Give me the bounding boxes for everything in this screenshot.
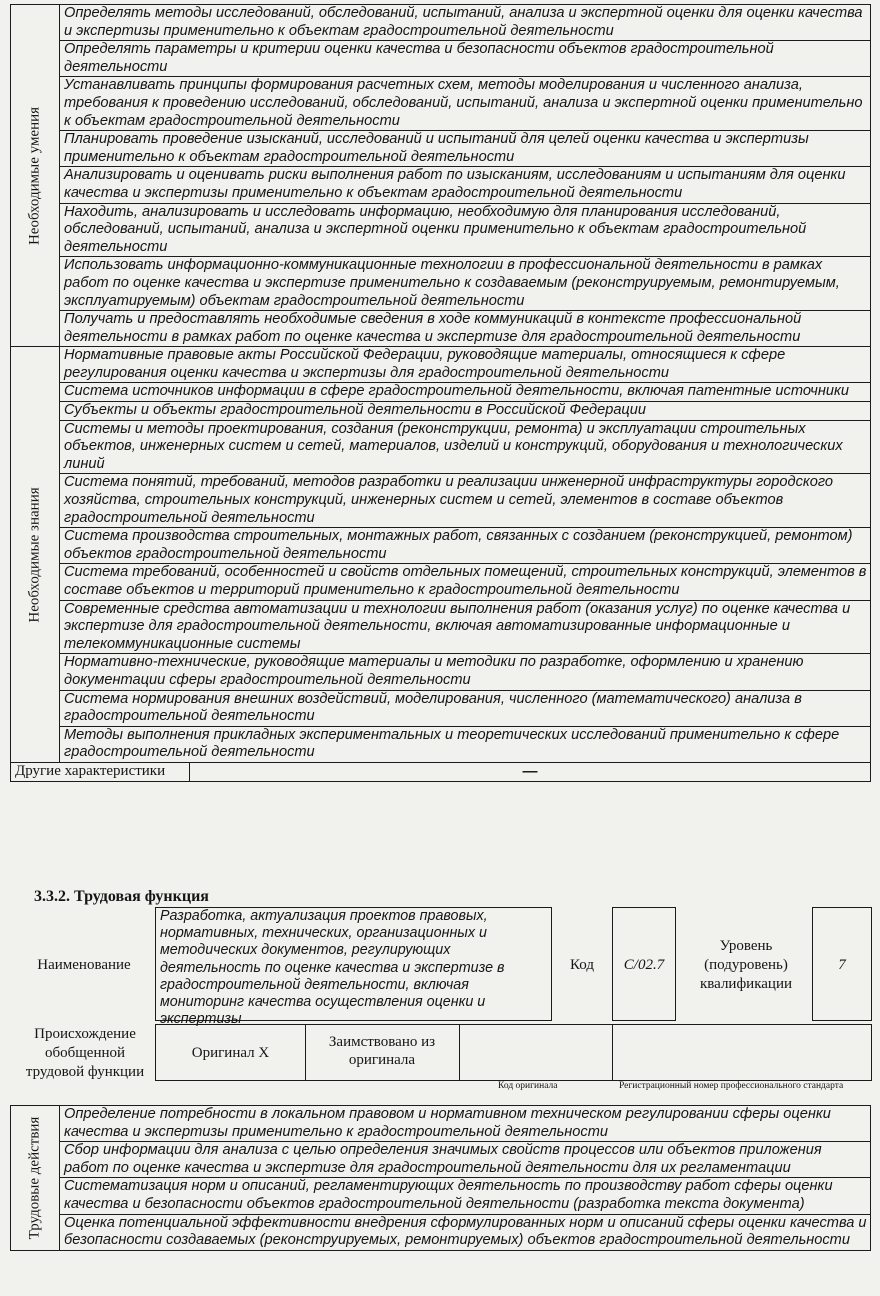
reg-number-caption: Регистрационный номер профессионального стандарта xyxy=(619,1081,844,1091)
knowledge-item: Методы выполнения прикладных экспериментальных и теоретических исследований применительно к сфере градостроительной деятельности xyxy=(60,726,871,762)
action-item: Систематизация норм и описаний, регламентирующих деятельность по производству работ сферы оценки качества и безопасности объектов градостроительной деятельности (разработка текста документа) xyxy=(60,1178,871,1214)
section-title: 3.3.2. Трудовая функция xyxy=(34,888,209,905)
skill-item: Использовать информационно-коммуникационные технологии в профессиональной деятельности в рамках работ по оценке качества и экспертизе применительно к создаваемым (реконструируемым, ремонтируемым, эксплуатируемым) объектам градостроительной деятельности xyxy=(60,257,871,311)
code-original-caption: Код оригинала xyxy=(498,1081,558,1091)
knowledge-item: Системы и методы проектирования, создания (реконструкции, ремонта) и эксплуатации строительных объектов, инженерных систем и сетей, материалов, изделий и конструкций, оборудования и технологических линий xyxy=(60,420,871,474)
knowledge-row xyxy=(11,654,871,690)
level-box xyxy=(812,907,872,1021)
code-box xyxy=(612,907,676,1021)
name-label: Наименование xyxy=(37,957,131,973)
action-item: Сбор информации для анализа с целью определения значимых свойств процессов или объектов приложения работ по оценке качества и экспертизе для градостроительной деятельности для их регламентации xyxy=(60,1142,871,1178)
knowledge-row xyxy=(11,420,871,474)
knowledge-item: Нормативные правовые акты Российской Федерации, руководящие материалы, относящиеся к сфере регулирования оценки качества и экспертизы для градостроительной деятельности xyxy=(60,347,871,383)
knowledge-row xyxy=(11,690,871,726)
skill-category-cell xyxy=(11,5,60,347)
name-value: Разработка, актуализация проектов правовых, нормативных, технических, организационных и методических документов, регулирующих деятельность по оценке качества и экспертизе в градостроительной деятельности, включая мониторинг качества осуществления оценки и экспертизы xyxy=(160,908,505,1028)
skill-item: Планировать проведение изысканий, исследований и испытаний для целей оценки качества и экспертизы применительно к объектам градостроительной деятельности xyxy=(60,131,871,167)
skill-item: Устанавливать принципы формирования расчетных схем, методы моделирования и численного анализа, требования к проведению исследований, обследований, испытаний, анализа и экспертной оценки применительно к объектам градостроительной деятельности xyxy=(60,77,871,131)
other-characteristics-label: Другие характеристики xyxy=(11,762,190,781)
actions-table xyxy=(10,1105,871,1251)
action-row xyxy=(11,1214,871,1250)
skill-item: Определять методы исследований, обследований, испытаний, анализа и экспертной оценки для оценки качества и экспертизы применительно к объектам градостроительной деятельности xyxy=(60,5,871,41)
skill-item: Анализировать и оценивать риски выполнения работ по изысканиям, исследованиям и испытаниям для оценки качества и экспертизы применительно к объектам градостроительной деятельности xyxy=(60,167,871,203)
skill-row xyxy=(11,5,871,41)
skill-item: Определять параметры и критерии оценки качества и безопасности объектов градостроительной деятельности xyxy=(60,41,871,77)
borrowed-label: Заимствовано из оригинала xyxy=(328,1034,436,1068)
original-label: Оригинал X xyxy=(191,1045,270,1061)
code-label: Код xyxy=(570,957,594,973)
skill-row xyxy=(11,41,871,77)
code-original-box xyxy=(459,1024,613,1081)
knowledge-category-label: Необходимые знания xyxy=(26,486,43,623)
skill-item: Находить, анализировать и исследовать информацию, необходимую для планирования исследований, обследований, испытаний, анализа и экспертной оценки применительно к объектам градостроительной деятельности xyxy=(60,203,871,257)
other-characteristics-value: — xyxy=(190,762,871,781)
knowledge-item: Нормативно-технические, руководящие материалы и методики по разработке, оформлению и хранению документации сферы градостроительной деятельности xyxy=(60,654,871,690)
skill-row xyxy=(11,257,871,311)
action-category-cell xyxy=(11,1106,60,1251)
action-category-label: Трудовые действия xyxy=(26,1116,43,1240)
action-row xyxy=(11,1142,871,1178)
code-value: C/02.7 xyxy=(623,957,665,973)
knowledge-category-cell xyxy=(11,347,60,763)
skill-row xyxy=(11,203,871,257)
requirements-table xyxy=(10,4,871,782)
knowledge-item: Система понятий, требований, методов разработки и реализации инженерной инфраструктуры городского хозяйства, строительных конструкций, инженерных систем и сетей, элементов в составе объектов градостроительной деятельности xyxy=(60,474,871,528)
knowledge-row xyxy=(11,564,871,600)
action-row xyxy=(11,1106,871,1142)
level-label: Уровень (подуровень) квалификации xyxy=(699,938,793,992)
knowledge-item: Система требований, особенностей и свойств отдельных помещений, строительных конструкций, элементов в составе объектов и территорий применительно к градостроительной деятельности xyxy=(60,564,871,600)
knowledge-row xyxy=(11,600,871,654)
skill-row xyxy=(11,77,871,131)
knowledge-row xyxy=(11,402,871,421)
skill-row xyxy=(11,131,871,167)
action-item: Оценка потенциальной эффективности внедрения сформулированных норм и описаний сферы оценки качества и безопасности создаваемых (реконструируемых, ремонтируемых) объектов градостроительной деятельности xyxy=(60,1214,871,1250)
knowledge-item: Система источников информации в сфере градостроительной деятельности, включая патентные источники xyxy=(60,383,871,402)
skill-category-label: Необходимые умения xyxy=(26,106,43,245)
knowledge-row xyxy=(11,383,871,402)
knowledge-row xyxy=(11,528,871,564)
skill-item: Получать и предоставлять необходимые сведения в ходе коммуникаций в контексте профессиональной деятельности в рамках работ по оценке качества и экспертизе для градостроительной деятельности xyxy=(60,311,871,347)
knowledge-row xyxy=(11,474,871,528)
level-value: 7 xyxy=(838,957,846,973)
knowledge-item: Современные средства автоматизации и технологии выполнения работ (оказания услуг) по оценке качества и экспертизе для градостроительной деятельности, включая автоматизированные информационные и телекоммуникационные системы xyxy=(60,600,871,654)
skill-row xyxy=(11,167,871,203)
origin-label: Происхождение обобщенной трудовой функции xyxy=(25,1026,145,1080)
name-box xyxy=(155,907,552,1028)
skill-row xyxy=(11,311,871,347)
action-row xyxy=(11,1178,871,1214)
knowledge-item: Система нормирования внешних воздействий, моделирования, численного (математического) анализа в градостроительной деятельности xyxy=(60,690,871,726)
knowledge-item: Субъекты и объекты градостроительной деятельности в Российской Федерации xyxy=(60,402,871,421)
knowledge-row xyxy=(11,726,871,762)
action-item: Определение потребности в локальном правовом и нормативном техническом регулировании сферы оценки качества и экспертизы применительно к градостроительной деятельности xyxy=(60,1106,871,1142)
knowledge-item: Система производства строительных, монтажных работ, связанных с созданием (реконструкцией, ремонтом) объектов градостроительной деятельности xyxy=(60,528,871,564)
knowledge-row xyxy=(11,347,871,383)
